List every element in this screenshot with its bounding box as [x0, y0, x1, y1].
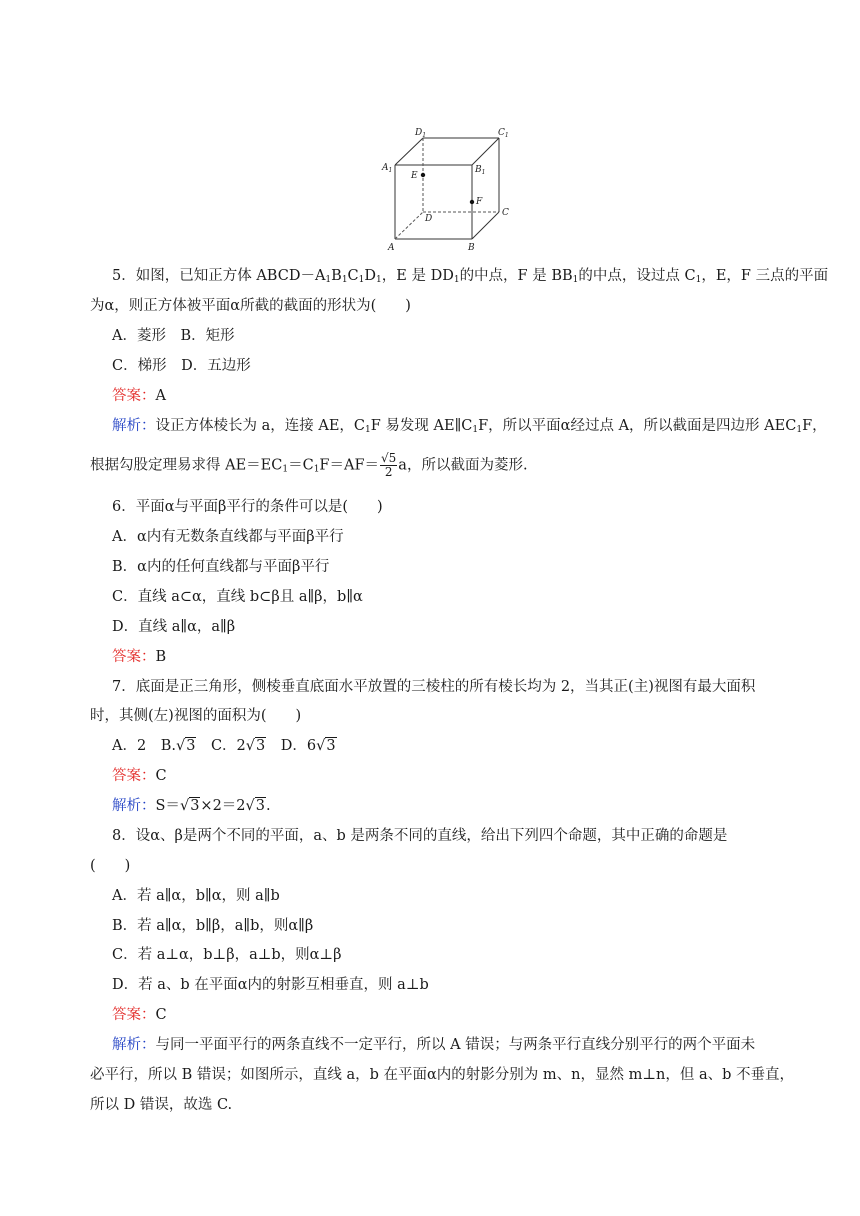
q7-answer: 答案：C: [112, 768, 167, 784]
q5-options-line2: C．梯形 D．五边形: [112, 358, 251, 374]
q8-stem-line1: 8．设α、β是两个不同的平面，a、b 是两条不同的直线，给出下列四个命题，其中正确的命题是: [112, 828, 728, 844]
q8-option-a: A．若 a∥α，b∥α，则 a∥b: [112, 888, 280, 904]
label-a: A: [388, 243, 395, 252]
q5-stem-line2: 为α，则正方体被平面α所截的截面的形状为( ): [90, 298, 411, 314]
q7-stem-line1: 7．底面是正三角形，侧棱垂直底面水平放置的三棱柱的所有棱长均为 2，当其正(主)视图有最大面积: [112, 679, 756, 695]
edge-bc: [472, 212, 499, 239]
q6-answer: 答案：B: [112, 649, 167, 665]
q7-stem-line2: 时，其侧(左)视图的面积为( ): [90, 708, 302, 724]
q8-stem-line2: ( ): [90, 858, 131, 874]
q6-option-d: D．直线 a∥α，a∥β: [112, 619, 236, 635]
q8-answer: 答案：C: [112, 1007, 167, 1023]
label-c: C: [502, 208, 509, 218]
label-c1: $C_1$: [498, 128, 509, 139]
point-f: [470, 200, 474, 204]
label-d: D: [425, 214, 433, 224]
q5-stem-line1: 5．如图，已知正方体 $ABCD-A_1B_1C_1D_1$，E 是 $DD_1$的中点，F 是 $BB_1$的中点，设过点 $C_1$，E，F 三点的平面: [112, 268, 829, 285]
point-e: [421, 173, 425, 177]
q7-options: A．2 B.√3 C．2√3 D．6√3: [112, 738, 336, 754]
q6-option-b: B．α内的任何直线都与平面β平行: [112, 559, 330, 575]
q5-analysis-line2: 根据勾股定理易求得 $AE=EC_1=C_1F=AF=$ $\frac{√5}{2}$ a，所以截面为菱形.: [90, 451, 528, 479]
label-d1: $D_1$: [415, 128, 427, 139]
edge-a1d1: [395, 138, 423, 165]
q5-analysis-line1: 解析：设正方体棱长为 a，连接 AE，$C_1F$ 易发现 $AE\parallel C_1F$，所以平面α经过点 A，所以截面是四边形 $AEC_1F$，: [112, 418, 827, 435]
q8-option-c: C．若 a⊥α，b⊥β，a⊥b，则α⊥β: [112, 947, 342, 963]
q8-analysis-line1: 解析：与同一平面平行的两条直线不一定平行，所以 A 错误；与两条平行直线分别平行的两个平面未: [112, 1037, 756, 1053]
edge-b1c1: [472, 138, 499, 165]
q5-options-line1: A．菱形 B．矩形: [112, 328, 235, 344]
q6-option-a: A．α内有无数条直线都与平面β平行: [112, 529, 344, 545]
q7-analysis: 解析：S＝√3×2＝2√3.: [112, 798, 271, 814]
q8-option-d: D．若 a、b 在平面α内的射影互相垂直，则 a⊥b: [112, 977, 429, 993]
answer-label: 答案：: [112, 649, 156, 665]
q8-option-b: B．若 a∥α，b∥β，a∥b，则α∥β: [112, 918, 314, 934]
label-b: B: [468, 243, 475, 252]
label-e: E: [411, 171, 418, 181]
label-a1: $A_1$: [382, 163, 393, 174]
analysis-label: 解析：: [112, 798, 156, 814]
q5-answer: 答案：A: [112, 388, 166, 404]
q6-option-c: C．直线 a⊂α，直线 b⊂β且 a∥β，b∥α: [112, 589, 363, 605]
label-b1: $B_1$: [475, 165, 486, 176]
fraction-sqrt5-over-2: $\frac{√5}{2}$: [381, 451, 397, 479]
edge-ad-hidden: [395, 212, 423, 239]
q8-analysis-line2: 必平行，所以 B 错误；如图所示，直线 a，b 在平面α内的射影分别为 m、n，显然 m⊥n，但 a、b 不垂直，: [90, 1067, 794, 1083]
cube-figure: [368, 122, 518, 252]
answer-label: 答案：: [112, 768, 156, 784]
analysis-label: 解析：: [112, 1037, 156, 1053]
answer-label: 答案：: [112, 1007, 156, 1023]
answer-label: 答案：: [112, 388, 156, 404]
q8-analysis-line3: 所以 D 错误，故选 C.: [90, 1097, 233, 1113]
cube-diagram: [368, 122, 518, 252]
label-f: F: [476, 197, 483, 207]
analysis-label: 解析：: [112, 418, 156, 434]
q6-stem: 6．平面α与平面β平行的条件可以是( ): [112, 499, 383, 515]
